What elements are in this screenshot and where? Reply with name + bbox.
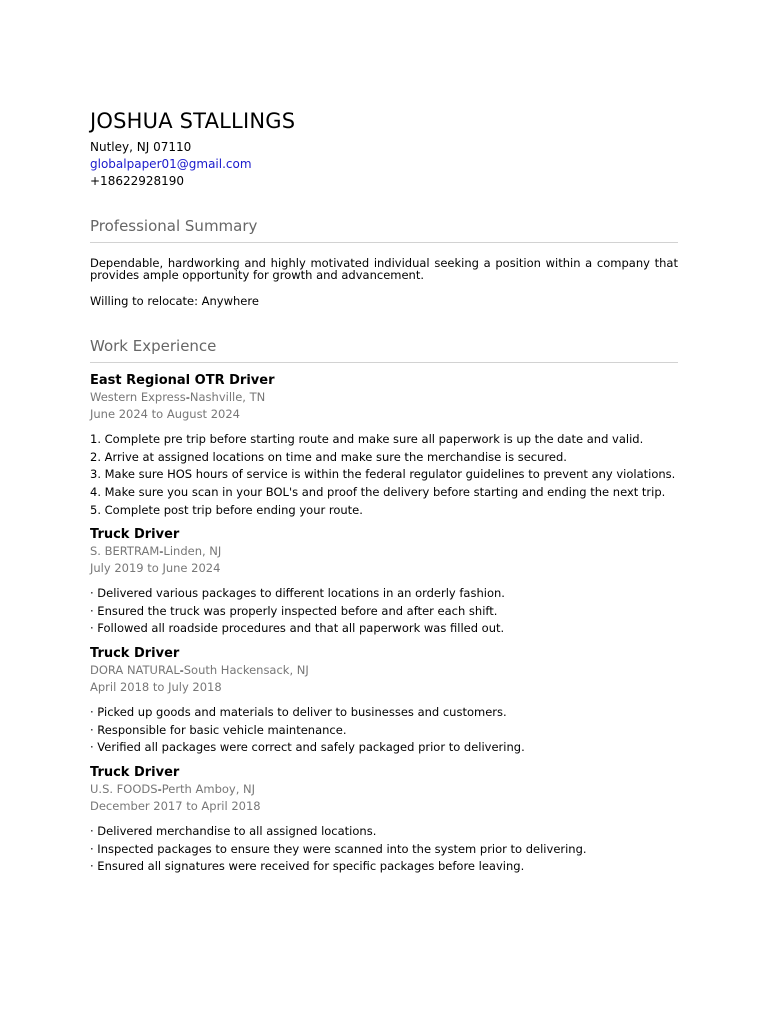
job-title: Truck Driver [90, 646, 180, 661]
employer-separator: - [157, 782, 162, 796]
duty-item: · Delivered merchandise to all assigned locations. [90, 824, 377, 838]
duty-item: · Delivered various packages to different locations in an orderly fashion. [90, 586, 505, 600]
company-name: U.S. FOODS [90, 782, 158, 796]
job-title: Truck Driver [90, 527, 180, 542]
company-name: Western Express [90, 390, 186, 404]
job-dates: July 2019 to June 2024 [90, 561, 221, 575]
phone-number: +18622928190 [90, 174, 185, 188]
summary-divider [90, 242, 678, 243]
employer-separator: - [159, 544, 164, 558]
job-location: South Hackensack, NJ [183, 663, 309, 677]
employer-separator: - [185, 390, 190, 404]
duty-item: · Verified all packages were correct and safely packaged prior to delivering. [90, 740, 525, 755]
duty-item: · Responsible for basic vehicle maintenance. [90, 722, 347, 737]
job-title: East Regional OTR Driver [90, 373, 275, 388]
job-entry [90, 764, 678, 876]
duty-item: 4. Make sure you scan in your BOL's and proof the delivery before starting and ending the next trip. [90, 485, 666, 500]
duty-item: 3. Make sure HOS hours of service is within the federal regulator guidelines to prevent any violations. [90, 467, 676, 482]
experience-divider [90, 362, 678, 363]
email-link[interactable]: globalpaper01@gmail.com [90, 157, 252, 171]
duty-item: · Ensured the truck was properly inspected before and after each shift. [90, 603, 498, 618]
duty-item: · Ensured all signatures were received for specific packages before leaving. [90, 859, 525, 874]
company-name: DORA NATURAL [90, 663, 180, 677]
job-employer [90, 781, 678, 798]
duty-item: 5. Complete post trip before ending your route. [90, 502, 363, 517]
job-employer [90, 543, 678, 560]
job-dates: April 2018 to July 2018 [90, 680, 222, 694]
company-name: S. BERTRAM [90, 544, 160, 558]
duty-item: · Followed all roadside procedures and that all paperwork was filled out. [90, 621, 505, 636]
job-entry [90, 526, 678, 638]
job-entry [90, 372, 678, 520]
experience-heading: Work Experience [90, 337, 217, 355]
job-employer [90, 389, 678, 406]
duty-item: · Picked up goods and materials to deliver to businesses and customers. [90, 705, 507, 719]
address: Nutley, NJ 07110 [90, 140, 192, 154]
summary-text: Dependable, hardworking and highly motivated individual seeking a position within a company that provides ample opportunity for growth and advancement. [90, 256, 678, 282]
duty-list [90, 431, 678, 520]
summary-heading: Professional Summary [90, 217, 258, 235]
duty-item: 1. Complete pre trip before starting route and make sure all paperwork is up the date and valid. [90, 432, 644, 446]
job-location: Perth Amboy, NJ [161, 782, 256, 796]
duty-list [90, 585, 678, 638]
job-dates: June 2024 to August 2024 [90, 407, 240, 421]
job-location: Linden, NJ [163, 544, 222, 558]
duty-item: 2. Arrive at assigned locations on time and make sure the merchandise is secured. [90, 449, 567, 464]
job-title: Truck Driver [90, 765, 180, 780]
job-employer [90, 662, 678, 679]
job-dates: December 2017 to April 2018 [90, 799, 261, 813]
job-entry [90, 645, 678, 757]
duty-list [90, 704, 678, 757]
candidate-name: JOSHUA STALLINGS [90, 109, 296, 133]
employer-separator: - [179, 663, 184, 677]
duty-list [90, 823, 678, 876]
duty-item: · Inspected packages to ensure they were scanned into the system prior to delivering. [90, 841, 587, 856]
job-location: Nashville, TN [189, 390, 266, 404]
relocate-note: Willing to relocate: Anywhere [90, 294, 259, 308]
